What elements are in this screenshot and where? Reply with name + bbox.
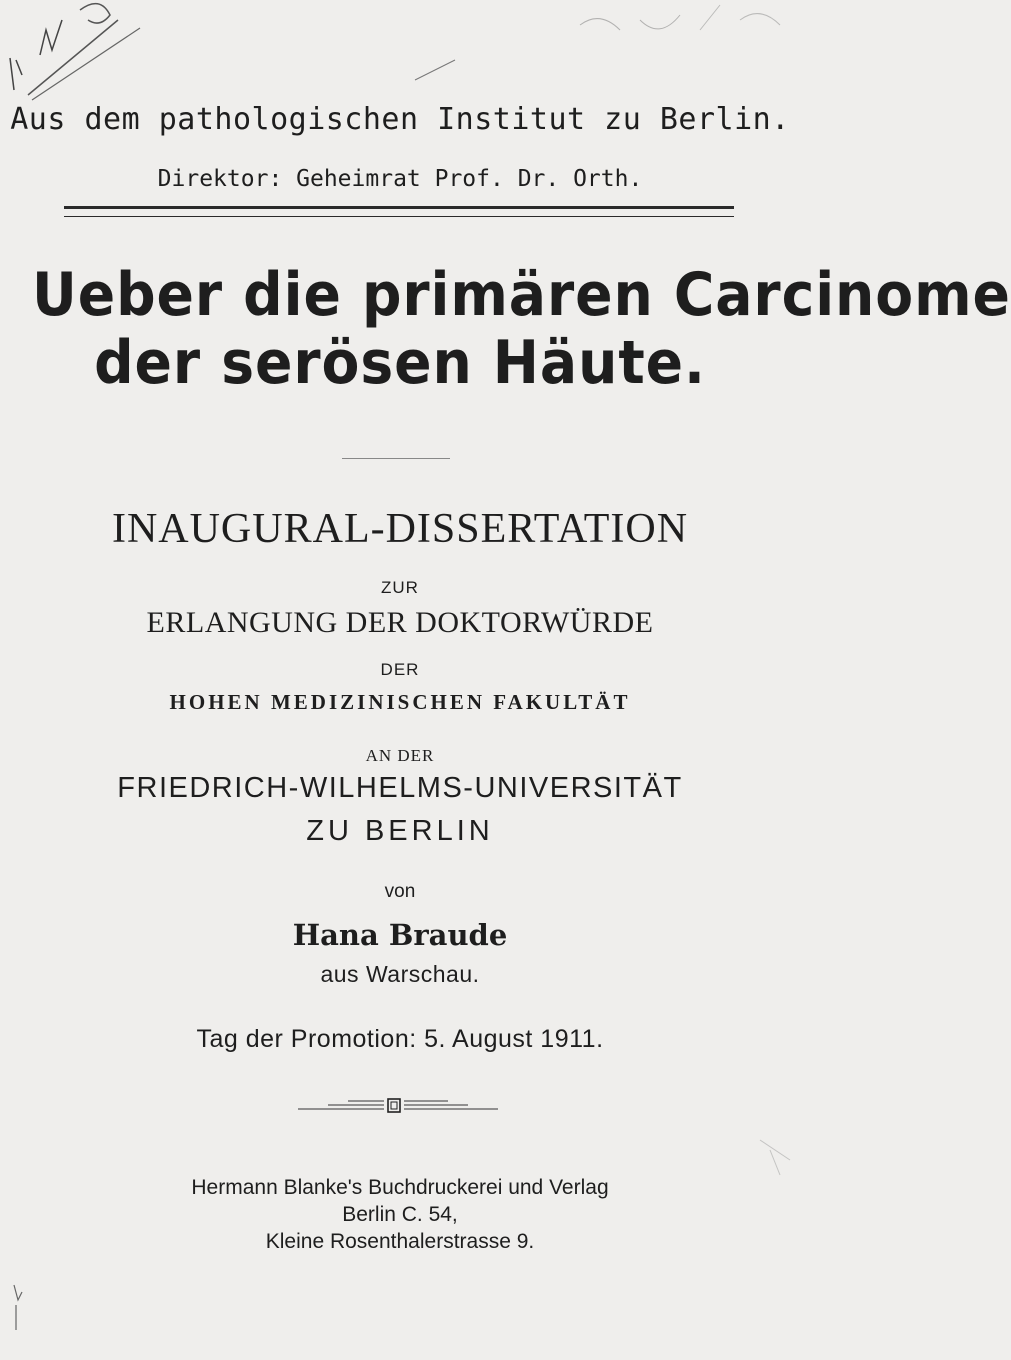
dissertation-heading: INAUGURAL-DISSERTATION	[111, 506, 689, 552]
title-line-2: der serösen Häute.	[94, 328, 706, 398]
publisher-city: Berlin C. 54,	[342, 1203, 458, 1226]
author-origin: aus Warschau.	[320, 961, 480, 987]
promotion-date: Tag der Promotion: 5. August 1911.	[196, 1025, 604, 1053]
author-name: Hana Braude	[292, 918, 508, 952]
der-label: DER	[380, 660, 420, 679]
fakultaet-line: HOHEN MEDIZINISCHEN FAKULTÄT	[169, 690, 631, 714]
ornament-divider	[298, 1096, 498, 1116]
an-der-label: AN DER	[365, 746, 435, 765]
institute-line: Aus dem pathologischen Institut zu Berlin.	[10, 102, 790, 137]
erlangung-line: ERLANGUNG DER DOKTORWÜRDE	[146, 606, 654, 639]
publisher-street: Kleine Rosenthalerstrasse 9.	[265, 1230, 535, 1253]
publisher-name: Hermann Blanke's Buchdruckerei und Verlag	[191, 1176, 609, 1199]
von-label: von	[384, 881, 416, 902]
zur-label: ZUR	[381, 578, 419, 597]
header-divider	[64, 206, 734, 217]
title-line-1: Ueber die primären Carcinome	[32, 260, 1011, 330]
universitaet-line: FRIEDRICH-WILHELMS-UNIVERSITÄT	[117, 772, 683, 804]
ort-line: ZU BERLIN	[306, 815, 494, 847]
director-line: Direktor: Geheimrat Prof. Dr. Orth.	[157, 166, 643, 192]
title-divider	[342, 458, 450, 459]
